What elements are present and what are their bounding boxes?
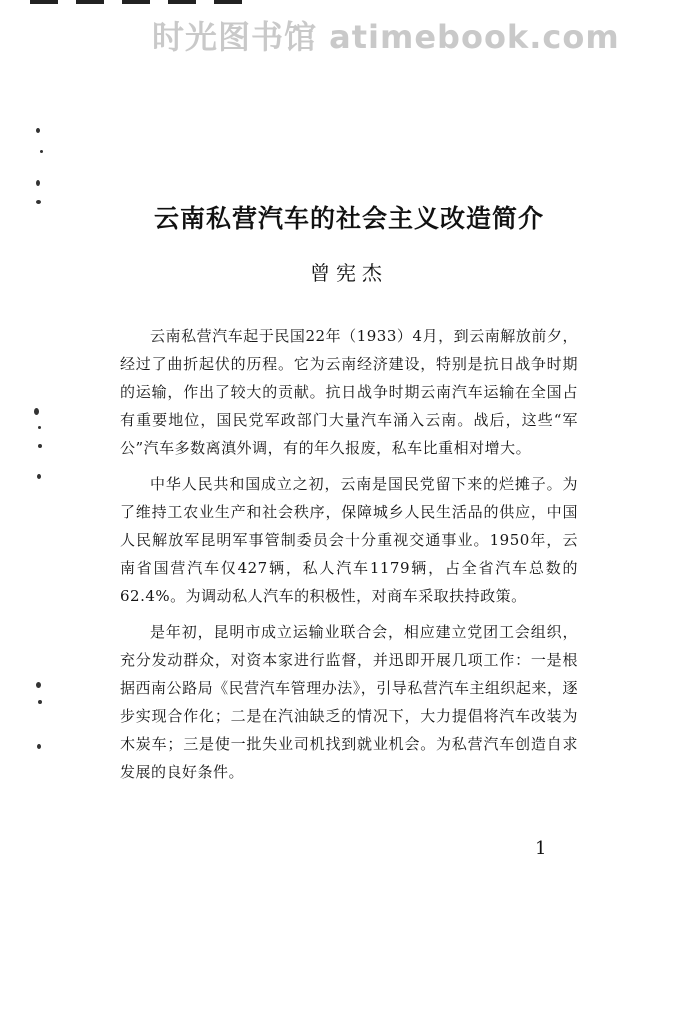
scan-speck bbox=[38, 426, 41, 429]
rule-mark bbox=[30, 0, 58, 4]
top-rule-marks bbox=[30, 0, 242, 4]
scan-speck bbox=[38, 444, 42, 448]
scan-speck bbox=[36, 682, 41, 688]
article-title: 云南私营汽车的社会主义改造简介 bbox=[153, 203, 544, 233]
paragraph: 中华人民共和国成立之初，云南是国民党留下来的烂摊子。为了维持工农业生产和社会秩序，保障城乡人民生活品的供应，中国人民解放军昆明军事管制委员会十分重视交通事业。1950年，云南省国营汽车仅427辆，私人汽车1179辆，占全省汽车总数的62.4%。为调动私人汽车的积极性，对商车采取扶持政策。 bbox=[120, 475, 578, 605]
paragraph: 是年初，昆明市成立运输业联合会，相应建立党团工会组织，充分发动群众，对资本家进行监督，并迅即开展几项工作：一是根据西南公路局《民营汽车管理办法》，引导私营汽车主组织起来，逐步实现合作化；二是在汽油缺乏的情况下，大力提倡将汽车改装为木炭车；三是使一批失业司机找到就业机会。为私营汽车创造自求发展的良好条件。 bbox=[120, 623, 578, 781]
scan-speck bbox=[37, 744, 41, 749]
rule-mark bbox=[76, 0, 104, 4]
article-body bbox=[120, 322, 578, 794]
article-author: 曾宪杰 bbox=[310, 261, 388, 285]
rule-mark bbox=[168, 0, 196, 4]
scan-speck bbox=[37, 474, 41, 479]
scan-speck bbox=[38, 700, 42, 704]
rule-mark bbox=[214, 0, 242, 4]
scan-speck bbox=[36, 180, 40, 186]
page-number: 1 bbox=[535, 838, 547, 859]
paragraph: 云南私营汽车起于民国22年（1933）4月，到云南解放前夕，经过了曲折起伏的历程。它为云南经济建设，特别是抗日战争时期的运输，作出了较大的贡献。抗日战争时期云南汽车运输在全国占有重要地位，国民党军政部门大量汽车涌入云南。战后，这些“军公”汽车多数离滇外调，有的年久报废，私车比重相对增大。 bbox=[120, 327, 578, 457]
rule-mark bbox=[122, 0, 150, 4]
watermark: 时光图书馆 atimebook.com bbox=[152, 18, 620, 56]
scan-speck bbox=[40, 150, 43, 153]
scan-speck bbox=[36, 128, 40, 133]
scan-speck bbox=[34, 408, 39, 415]
